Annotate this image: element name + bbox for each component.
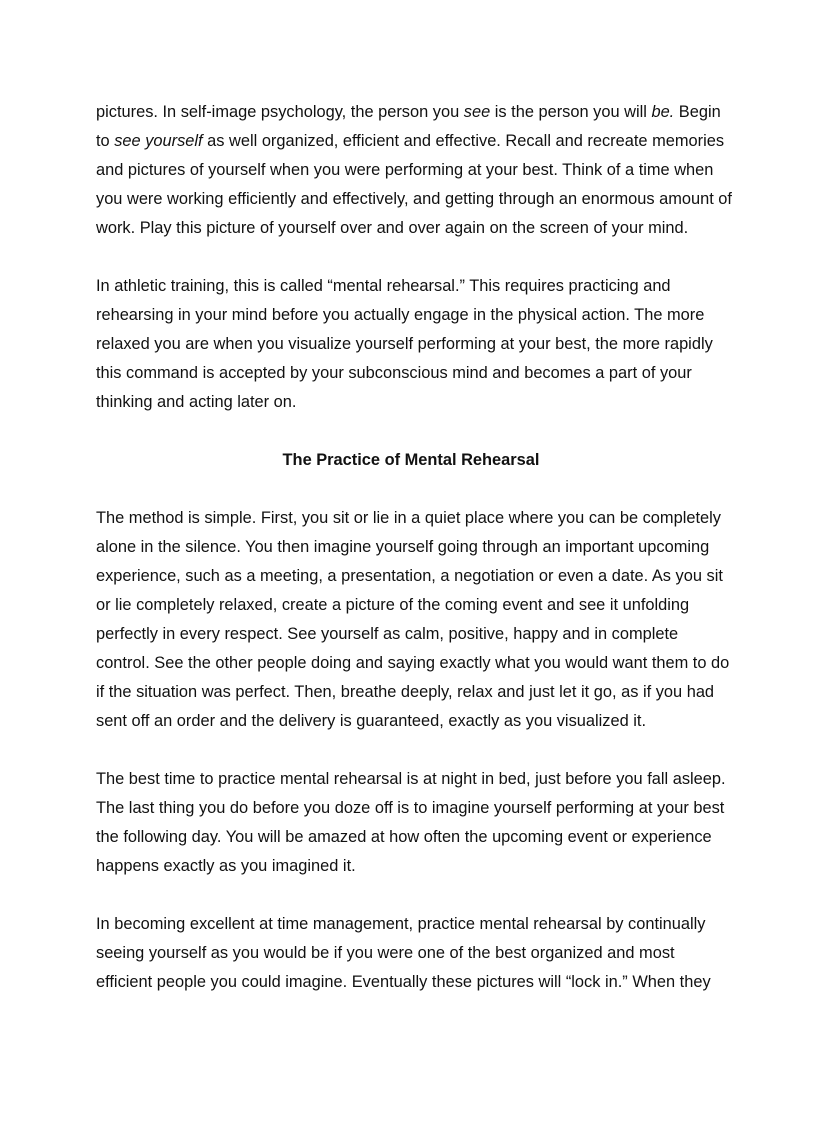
text-line: seeing yourself as you would be if you were one of the best organized and most (96, 944, 675, 962)
text-line: In becoming excellent at time management, practice mental rehearsal by continually (96, 915, 706, 933)
text-line: this command is accepted by your subconscious mind and becomes a part of your (96, 364, 692, 382)
text-line: happens exactly as you imagined it. (96, 857, 356, 875)
text-line: The best time to practice mental rehearsal is at night in bed, just before you fall asleep. (96, 770, 726, 788)
text-line: or lie completely relaxed, create a picture of the coming event and see it unfolding (96, 596, 690, 614)
text-line: if the situation was perfect. Then, breathe deeply, relax and just let it go, as if you had (96, 683, 715, 701)
text-line: In athletic training, this is called “mental rehearsal.” This requires practicing and (96, 277, 671, 295)
text-line: pictures. In self-image psychology, the person you see is the person you will be. Begin (96, 103, 721, 121)
emphasis-be: be. (651, 103, 675, 121)
text-line: sent off an order and the delivery is guaranteed, exactly as you visualized it. (96, 712, 647, 730)
text-line: thinking and acting later on. (96, 393, 297, 411)
paragraph-method (96, 504, 736, 736)
paragraph-athletic-training (96, 272, 736, 417)
paragraph-self-image (96, 98, 736, 243)
paragraph-best-time (96, 765, 736, 881)
paragraph-time-management (96, 910, 736, 997)
text-line: control. See the other people doing and saying exactly what you would want them to do (96, 654, 730, 672)
text-line: relaxed you are when you visualize yourself performing at your best, the more rapidly (96, 335, 713, 353)
text-line: The method is simple. First, you sit or lie in a quiet place where you can be completely (96, 509, 721, 527)
text-line: to see yourself as well organized, efficient and effective. Recall and recreate memories (96, 132, 725, 150)
text-line: alone in the silence. You then imagine yourself going through an important upcoming (96, 538, 710, 556)
section-heading: The Practice of Mental Rehearsal (282, 451, 540, 469)
text-line: rehearsing in your mind before you actually engage in the physical action. The more (96, 306, 705, 324)
text-line: perfectly in every respect. See yourself as calm, positive, happy and in complete (96, 625, 679, 643)
emphasis-see-yourself: see yourself (114, 132, 203, 150)
text-line: you were working efficiently and effectively, and getting through an enormous amount of (96, 190, 732, 208)
text-line: The last thing you do before you doze off is to imagine yourself performing at your best (96, 799, 725, 817)
text-line: work. Play this picture of yourself over and over again on the screen of your mind. (96, 219, 689, 237)
emphasis-see: see (463, 103, 491, 121)
text-line: the following day. You will be amazed at how often the upcoming event or experience (96, 828, 712, 846)
text-line: efficient people you could imagine. Eventually these pictures will “lock in.” When they (96, 973, 711, 991)
text-line: experience, such as a meeting, a presentation, a negotiation or even a date. As you sit (96, 567, 723, 585)
document-page (96, 98, 736, 1026)
text-line: and pictures of yourself when you were performing at your best. Think of a time when (96, 161, 714, 179)
